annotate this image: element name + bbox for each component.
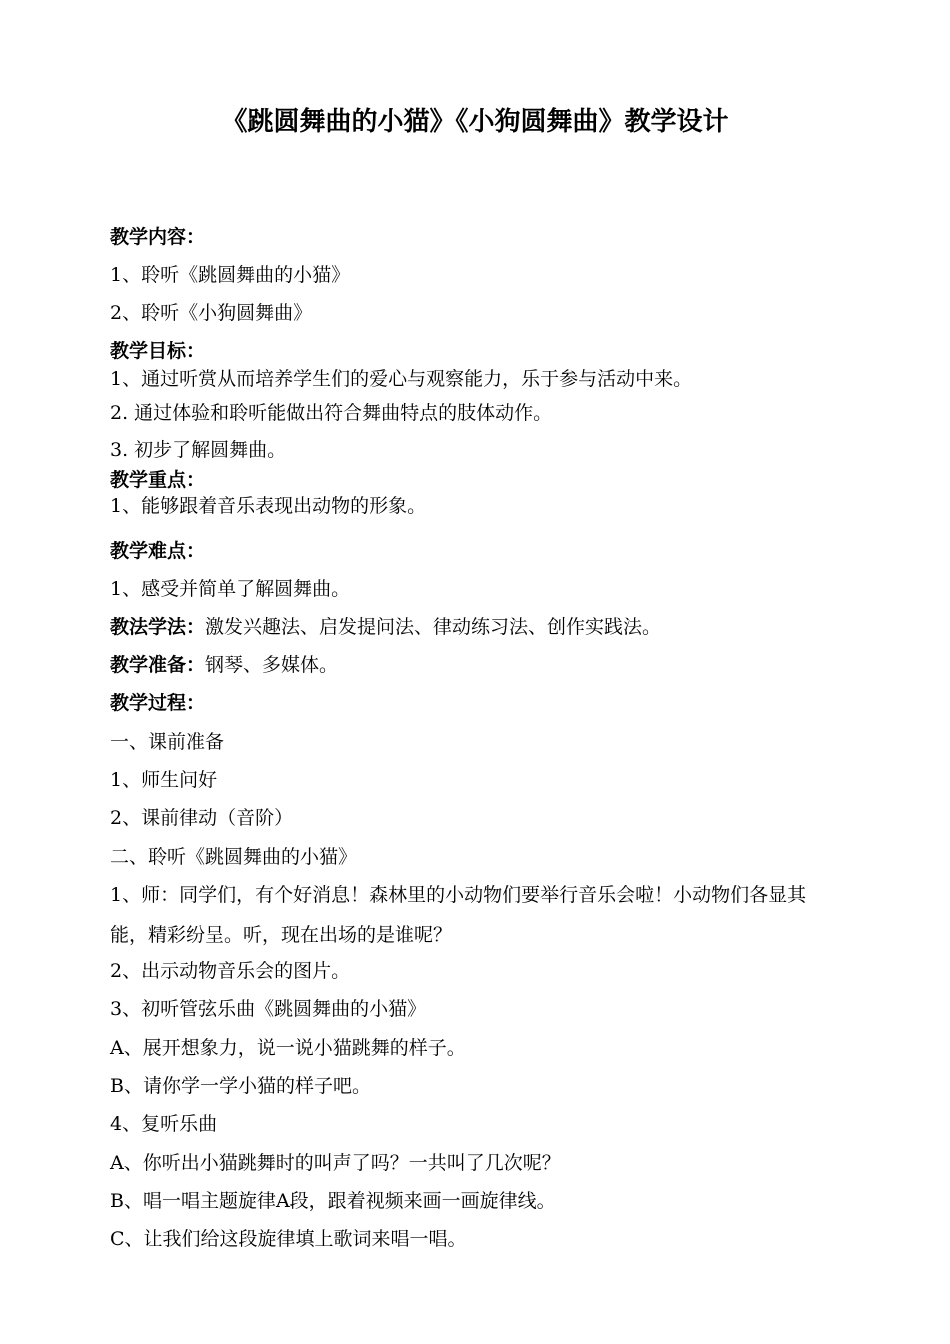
methods-line <box>110 614 850 640</box>
process-line: A、展开想象力，说一说小猫跳舞的样子。 <box>110 1037 466 1059</box>
difficulty-item: 1、感受并简单了解圆舞曲。 <box>110 578 351 600</box>
process-line: 3、初听管弦乐曲《跳圆舞曲的小猫》 <box>110 998 427 1020</box>
methods-label: 教法学法： <box>110 616 206 638</box>
process-line: C、让我们给这段旋律填上歌词来唱一唱。 <box>110 1228 467 1250</box>
methods-text: 激发兴趣法、启发提问法、律动练习法、创作实践法。 <box>205 616 662 638</box>
process-line: 2、课前律动（音阶） <box>110 807 294 829</box>
document-title: 《跳圆舞曲的小猫》《小狗圆舞曲》教学设计 <box>221 107 729 137</box>
section-heading-goals: 教学目标： <box>110 340 206 362</box>
prep-label: 教学准备： <box>110 654 206 676</box>
section-heading-content: 教学内容： <box>110 226 206 248</box>
prep-text: 钢琴、多媒体。 <box>205 654 339 676</box>
content-item: 2、聆听《小狗圆舞曲》 <box>110 302 313 324</box>
process-line: A、你听出小猫跳舞时的叫声了吗？一共叫了几次呢？ <box>110 1152 561 1174</box>
content-item: 1、聆听《跳圆舞曲的小猫》 <box>110 264 351 286</box>
process-line: 二、聆听《跳圆舞曲的小猫》 <box>110 846 358 868</box>
section-heading-difficulty: 教学难点： <box>110 540 206 562</box>
key-item: 1、能够跟着音乐表现出动物的形象。 <box>110 495 427 517</box>
process-line: 2、出示动物音乐会的图片。 <box>110 960 351 982</box>
process-line: B、请你学一学小猫的样子吧。 <box>110 1075 371 1097</box>
process-line: B、唱一唱主题旋律A段，跟着视频来画一画旋律线。 <box>110 1190 556 1212</box>
section-heading-process: 教学过程： <box>110 692 206 714</box>
process-paragraph: 1、师：同学们，有个好消息！森林里的小动物们要举行音乐会啦！小动物们各显其能，精彩纷呈。听，现在出场的是谁呢？ <box>110 884 807 946</box>
section-heading-key: 教学重点： <box>110 469 206 491</box>
goal-item: 3. 初步了解圆舞曲。 <box>110 439 287 461</box>
process-line: 1、师生问好 <box>110 769 218 791</box>
process-line: 4、复听乐曲 <box>110 1113 218 1135</box>
prep-line <box>110 652 850 678</box>
goal-item: 1、通过听赏从而培养学生们的爱心与观察能力，乐于参与活动中来。 <box>110 368 693 390</box>
goal-item: 2. 通过体验和聆听能做出符合舞曲特点的肢体动作。 <box>110 402 553 424</box>
process-line: 一、课前准备 <box>110 731 225 753</box>
